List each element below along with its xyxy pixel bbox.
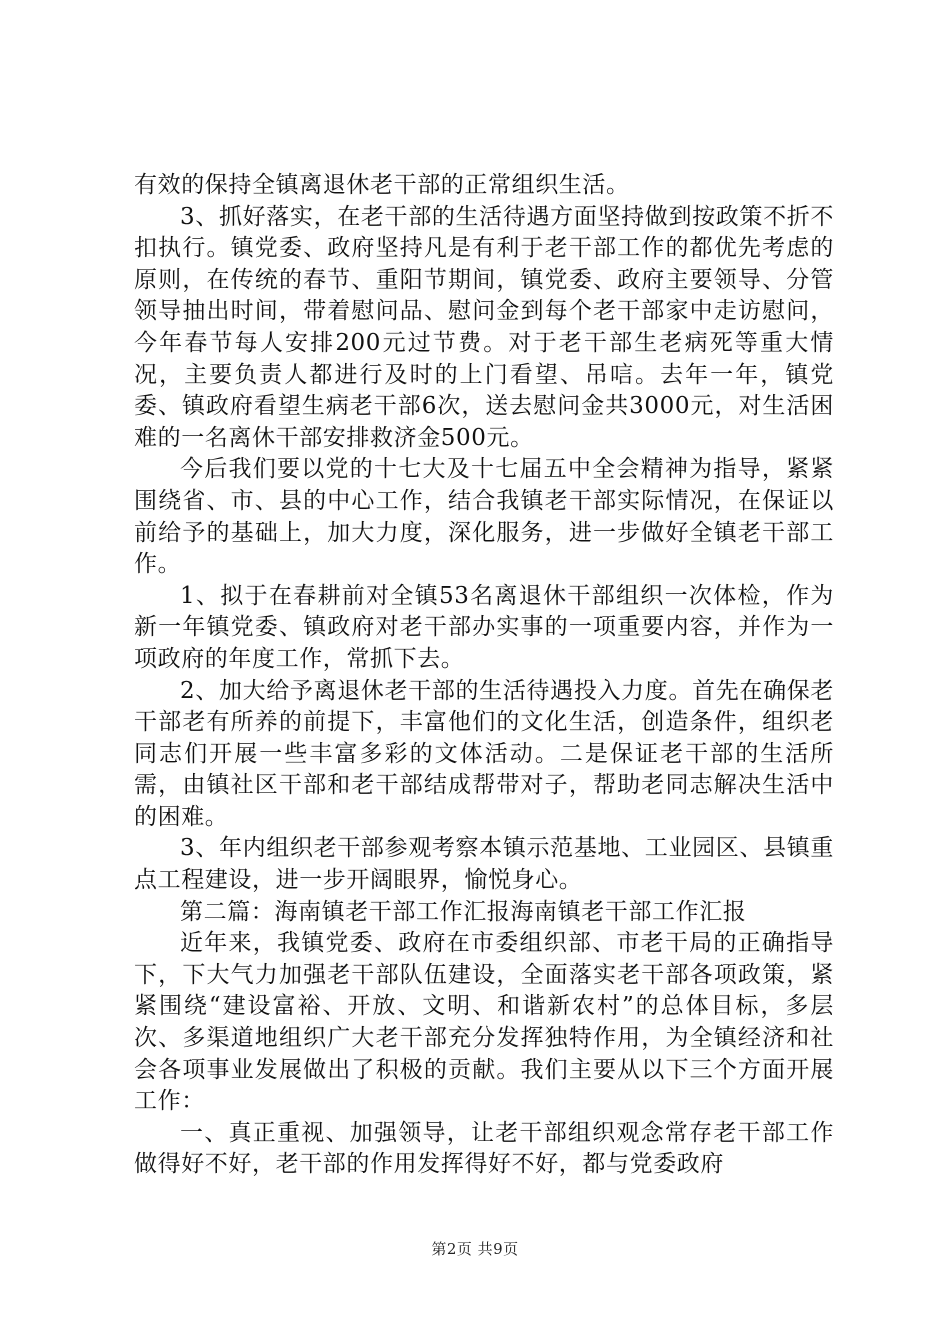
paragraph-3: 今后我们要以党的十七大及十七届五中全会精神为指导，紧紧围绕省、市、县的中心工作，结合我镇老干部实际情况，在保证以前给予的基础上，加大力度，深化服务，进一步做好全镇老干部工作。 <box>134 456 834 578</box>
page-number-footer: 第2页 共9页 <box>431 1240 519 1258</box>
paragraph-7: 近年来，我镇党委、政府在市委组织部、市老干局的正确指导下，下大气力加强老干部队伍建设，全面落实老干部各项政策，紧紧围绕“建设富裕、开放、文明、和谐新农村”的总体目标，多层次、多渠道地组织广大老干部充分发挥独特作用，为全镇经济和社会各项事业发展做出了积极的贡献。我们主要从以下三个方面开展工作： <box>134 930 834 1115</box>
paragraph-6: 3、年内组织老干部参观考察本镇示范基地、工业园区、县镇重点工程建设，进一步开阔眼界，愉悦身心。 <box>134 835 834 894</box>
paragraph-4: 1、拟于在春耕前对全镇53名离退休干部组织一次体检，作为新一年镇党委、镇政府对老干部办实事的一项重要内容，并作为一项政府的年度工作，常抓下去。 <box>134 582 834 672</box>
paragraph-2: 3、抓好落实，在老干部的生活待遇方面坚持做到按政策不折不扣执行。镇党委、政府坚持凡是有利于老干部工作的都优先考虑的原则，在传统的春节、重阳节期间，镇党委、政府主要领导、分管领导抽出时间，带着慰问品、慰问金到每个老干部家中走访慰问，今年春节每人安排200元过节费。对于老干部生老病死等重大情况，主要负责人都进行及时的上门看望、吊唁。去年一年，镇党委、镇政府看望生病老干部6次，送去慰问金共3000元，对生活困难的一名离休干部安排救济金500元。 <box>134 203 834 451</box>
document-body <box>134 170 834 1181</box>
paragraph-8: 一、真正重视、加强领导，让老干部组织观念常存老干部工作做得好不好，老干部的作用发挥得好不好，都与党委政府 <box>134 1119 834 1178</box>
paragraph-1: 有效的保持全镇离退休老干部的正常组织生活。 <box>134 172 630 198</box>
section-heading: 第二篇：海南镇老干部工作汇报海南镇老干部工作汇报 <box>180 898 747 925</box>
paragraph-5: 2、加大给予离退休老干部的生活待遇投入力度。首先在确保老干部老有所养的前提下，丰富他们的文化生活，创造条件，组织老同志们开展一些丰富多彩的文体活动。二是保证老干部的生活所需，由镇社区干部和老干部结成帮带对子，帮助老同志解决生活中的困难。 <box>134 677 834 830</box>
